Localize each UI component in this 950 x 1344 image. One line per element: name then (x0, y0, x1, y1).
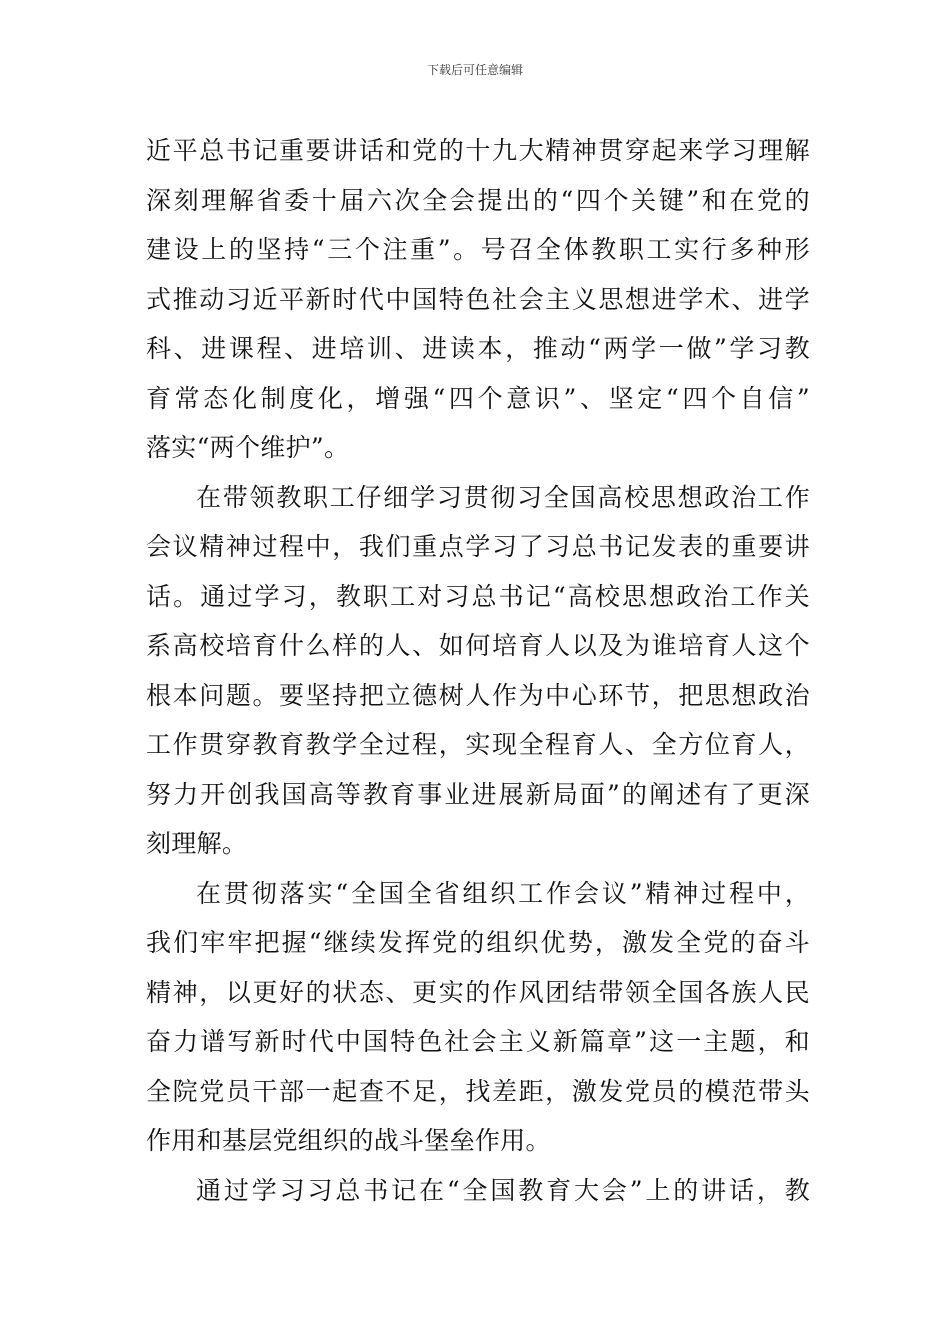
text-line: 话。通过学习，教职工对习总书记“高校思想政治工作关 (146, 581, 810, 611)
text-line: 刻理解。 (146, 829, 248, 858)
text-line: 通过学习习总书记在“全国教育大会”上的讲话，教 (196, 1175, 810, 1205)
text-line: 科、进课程、进培训、进读本，推动“两学一做”学习教 (146, 334, 810, 363)
text-line: 落实“两个维护”。 (146, 433, 350, 462)
text-line: 建设上的坚持“三个注重”。号召全体教职工实行多种形 (146, 235, 810, 264)
text-line: 根本问题。要坚持把立德树人作为中心环节，把思想政治 (146, 680, 810, 710)
page-header-note: 下载后可任意编辑 (426, 63, 523, 77)
text-line: 深刻理解省委十届六次全会提出的“四个关键”和在党的 (146, 185, 810, 215)
text-line: 精神，以更好的状态、更实的作风团结带领全国各族人民 (146, 977, 810, 1007)
text-line: 育常态化制度化，增强“四个意识”、坚定“四个自信” (146, 383, 810, 413)
text-line: 近平总书记重要讲话和党的十九大精神贯穿起来学习理解 (146, 136, 810, 165)
text-line: 努力开创我国高等教育事业进展新局面”的阐述有了更深 (146, 779, 810, 809)
document-body (146, 126, 810, 1215)
text-line: 工作贯穿教育教学全过程，实现全程育人、全方位育人， (146, 730, 810, 759)
text-line: 在贯彻落实“全国全省组织工作会议”精神过程中， (196, 878, 810, 908)
text-line: 我们牢牢把握“继续发挥党的组织优势，激发全党的奋斗 (146, 928, 810, 957)
text-line: 会议精神过程中，我们重点学习了习总书记发表的重要讲 (146, 532, 810, 561)
text-line: 系高校培育什么样的人、如何培育人以及为谁培育人这个 (146, 631, 810, 660)
text-line: 作用和基层党组织的战斗堡垒作用。 (146, 1126, 551, 1155)
text-line: 式推动习近平新时代中国特色社会主义思想进学术、进学 (146, 284, 810, 314)
text-line: 在带领教职工仔细学习贯彻习全国高校思想政治工作 (196, 482, 810, 512)
text-line: 奋力谱写新时代中国特色社会主义新篇章”这一主题，和 (146, 1027, 810, 1056)
text-line: 全院党员干部一起查不足，找差距，激发党员的模范带头 (146, 1076, 810, 1106)
